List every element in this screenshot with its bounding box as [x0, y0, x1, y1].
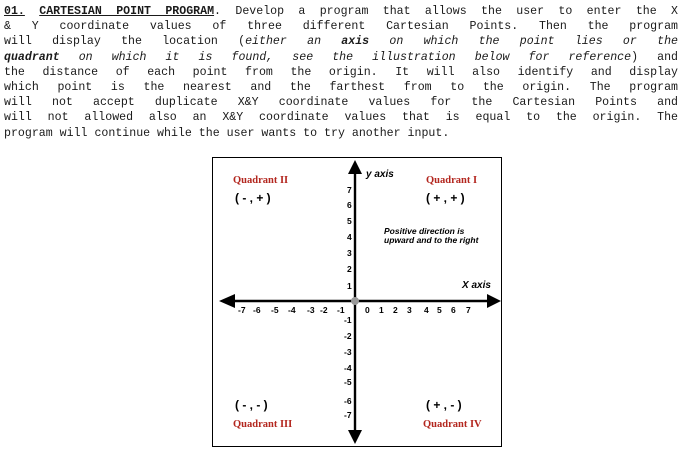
x-tick-label: 7: [466, 305, 471, 315]
y-tick-label: 5: [347, 216, 352, 226]
y-tick-label: 6: [347, 200, 352, 210]
quadrant-iii-sign: ( - , - ): [235, 398, 268, 412]
line-6: [4, 80, 678, 95]
quadrant-keyword: quadrant: [4, 50, 60, 64]
line-8: [4, 110, 678, 125]
axis-keyword: axis: [341, 35, 370, 49]
line-2: [4, 19, 678, 34]
y-tick-label: 7: [347, 185, 352, 195]
y-tick-label: 1: [347, 281, 352, 291]
origin-point: [351, 297, 359, 305]
problem-statement: [4, 4, 678, 141]
x-axis-label: X axis: [462, 280, 491, 291]
x-tick-label: 5: [437, 305, 442, 315]
y-tick-label: -4: [344, 363, 352, 373]
x-tick-label: 3: [407, 305, 412, 315]
y-tick-label: -7: [344, 410, 352, 420]
quadrant-ii-sign: ( - , + ): [235, 191, 271, 205]
y-tick-label: 4: [347, 232, 352, 242]
line-3-text-a: will display the location (: [4, 35, 246, 49]
x-tick-label: 0: [365, 305, 370, 315]
quadrant-i-sign: ( + , + ): [426, 191, 465, 205]
x-tick-label: -2: [320, 305, 328, 315]
cartesian-plane-svg: [213, 158, 501, 446]
line-1-text: Develop a program that allows the user to enter the X: [235, 5, 678, 18]
y-tick-label: -6: [344, 396, 352, 406]
line-3: [4, 34, 678, 49]
x-tick-label: 6: [451, 305, 456, 315]
direction-note-line2: upward and to the right: [384, 235, 479, 245]
quadrant-iv-label: Quadrant IV: [423, 419, 482, 430]
line-4: [4, 50, 678, 65]
y-axis-top-arrow: [348, 160, 362, 174]
line-8-text: will not allowed also an X&Y coordinate values that is equal to the origin. The: [4, 111, 678, 125]
cartesian-plane-figure: [212, 157, 502, 447]
x-tick-label: -4: [288, 305, 296, 315]
x-tick-label: 4: [424, 305, 429, 315]
quadrant-iii-label: Quadrant III: [233, 419, 293, 430]
y-axis-label: y axis: [366, 169, 394, 180]
x-tick-label: 2: [393, 305, 398, 315]
y-tick-label: -5: [344, 377, 352, 387]
line-7-text: will not accept duplicate X&Y coordinate values for the Cartesian Points and: [4, 96, 678, 110]
quadrant-ii-label: Quadrant II: [233, 175, 289, 186]
x-tick-label: -7: [238, 305, 246, 315]
quadrant-iv-sign: ( + , - ): [426, 398, 462, 412]
y-axis-bottom-arrow: [348, 430, 362, 444]
line-1: 01. CARTESIAN POINT PROGRAM. Develop a program that allows the user to enter the X: [4, 5, 678, 18]
y-tick-label: -3: [344, 347, 352, 357]
line-4-text-c: ) and: [631, 50, 678, 64]
x-tick-label: -5: [271, 305, 279, 315]
line-5-text: the distance of each point from the origin. It will also identify and display: [4, 65, 678, 79]
line-6-text: which point is the nearest and the farthest from to the origin. The program: [4, 81, 678, 95]
direction-note-line1: Positive direction is: [384, 226, 465, 236]
line-4-text-b: on which it is found, see the illustration below for reference: [59, 50, 632, 64]
quadrant-i-label: Quadrant I: [426, 175, 478, 186]
x-tick-label: -3: [307, 305, 315, 315]
y-tick-label: 3: [347, 248, 352, 258]
line-3-text-b: either an: [245, 35, 342, 49]
problem-title: CARTESIAN POINT PROGRAM: [39, 5, 215, 18]
x-tick-label: 1: [379, 305, 384, 315]
x-tick-label: -6: [253, 305, 261, 315]
x-axis-left-arrow: [219, 294, 235, 308]
y-tick-label: -2: [344, 331, 352, 341]
line-9-text: program will continue while the user wants to try another input.: [4, 126, 450, 140]
problem-number: 01.: [4, 5, 25, 18]
line-7: [4, 95, 678, 110]
line-3-text-d: on which the point lies or the: [369, 35, 678, 49]
line-9: [4, 126, 678, 141]
y-tick-label: 2: [347, 264, 352, 274]
x-tick-label: -1: [337, 305, 345, 315]
line-2-text: & Y coordinate values of three different Cartesian Points. Then the program: [4, 20, 678, 34]
y-tick-label: -1: [344, 315, 352, 325]
line-5: [4, 65, 678, 80]
x-axis-right-arrow: [487, 294, 501, 308]
